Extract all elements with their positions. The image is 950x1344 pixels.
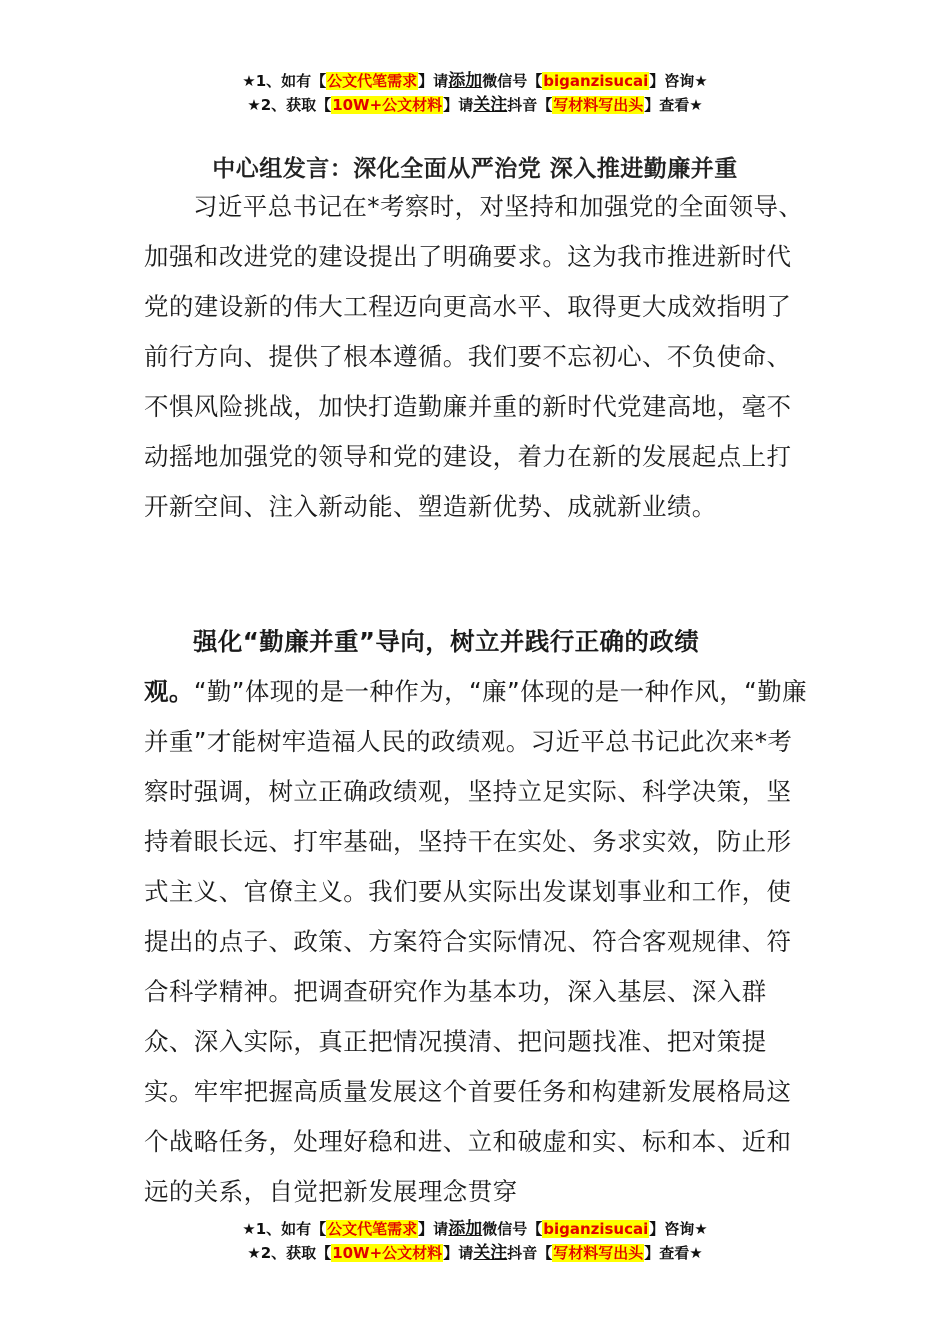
footer-line-2-text-2: 抖音【	[507, 1244, 553, 1262]
header-wechat-id: biganzisucai	[543, 72, 649, 90]
footer-line-2-highlight: 10W+公文材料	[332, 1244, 443, 1262]
header-line-1-prefix: ★1、如有【	[242, 72, 327, 90]
footer-douyin-id: 写材料写出头	[553, 1244, 644, 1262]
footer-line-1-emphasis: 添加	[448, 1219, 483, 1239]
paragraph-2-lead: 强化“勤廉并重”导向，树立并践行正确的政绩观。	[144, 627, 700, 706]
header-line-2-emphasis: 关注	[473, 95, 508, 115]
footer-wechat-id: biganzisucai	[543, 1220, 649, 1238]
footer-line-1	[0, 1217, 950, 1241]
footer-banner	[0, 1217, 950, 1265]
footer-line-2-suffix: 】查看★	[644, 1244, 703, 1262]
footer-line-1-suffix: 】咨询★	[649, 1220, 708, 1238]
paragraph-2-text	[144, 617, 808, 1217]
header-line-1-text: 】请	[418, 72, 449, 90]
footer-line-2-prefix: ★2、获取【	[247, 1244, 332, 1262]
header-line-1-suffix: 】咨询★	[649, 72, 708, 90]
footer-line-1-prefix: ★1、如有【	[242, 1220, 327, 1238]
footer-line-2-emphasis: 关注	[473, 1243, 508, 1263]
header-line-2-highlight: 10W+公文材料	[332, 96, 443, 114]
header-line-2-prefix: ★2、获取【	[247, 96, 332, 114]
paragraph-1	[144, 182, 808, 532]
paragraph-1-text: 习近平总书记在*考察时，对坚持和加强党的全面领导、加强和改进党的建设提出了明确要求。这为我市推进新时代党的建设新的伟大工程迈向更高水平、取得更大成效指明了前行方向、提供了根本遵循。我们要不忘初心、不负使命、不惧风险挑战，加快打造勤廉并重的新时代党建高地，毫不动摇地加强党的领导和党的建设，着力在新的发展起点上打开新空间、注入新动能、塑造新优势、成就新业绩。	[144, 192, 804, 521]
header-banner	[0, 69, 950, 117]
footer-line-1-text-2: 微信号【	[482, 1220, 543, 1238]
header-line-1-text-2: 微信号【	[482, 72, 543, 90]
header-line-2-text-2: 抖音【	[507, 96, 553, 114]
header-line-2-text: 】请	[443, 96, 474, 114]
footer-line-1-highlight: 公文代笔需求	[327, 1220, 418, 1238]
header-line-1-emphasis: 添加	[448, 71, 483, 91]
document-title: 中心组发言：深化全面从严治党 深入推进勤廉并重	[212, 156, 738, 182]
header-line-2	[0, 93, 950, 117]
header-line-1-highlight: 公文代笔需求	[327, 72, 418, 90]
paragraph-2	[144, 617, 808, 1217]
footer-line-2	[0, 1241, 950, 1265]
footer-line-2-text: 】请	[443, 1244, 474, 1262]
paragraph-2-body: “勤”体现的是一种作为，“廉”体现的是一种作风，“勤廉并重”才能树牢造福人民的政绩观。习近平总书记此次来*考察时强调，树立正确政绩观，坚持立足实际、科学决策，坚持着眼长远、打牢基础，坚持干在实处、务求实效，防止形式主义、官僚主义。我们要从实际出发谋划事业和工作，使提出的点子、政策、方案符合实际情况、符合客观规律、符合科学精神。把调查研究作为基本功，深入基层、深入群众、深入实际，真正把情况摸清、把问题找准、把对策提实。牢牢把握高质量发展这个首要任务和构建新发展格局这个战略任务，处理好稳和进、立和破虚和实、标和本、近和远的关系，自觉把新发展理念贯穿	[144, 677, 808, 1206]
footer-line-1-text: 】请	[418, 1220, 449, 1238]
header-line-2-suffix: 】查看★	[644, 96, 703, 114]
header-douyin-id: 写材料写出头	[553, 96, 644, 114]
header-line-1	[0, 69, 950, 93]
